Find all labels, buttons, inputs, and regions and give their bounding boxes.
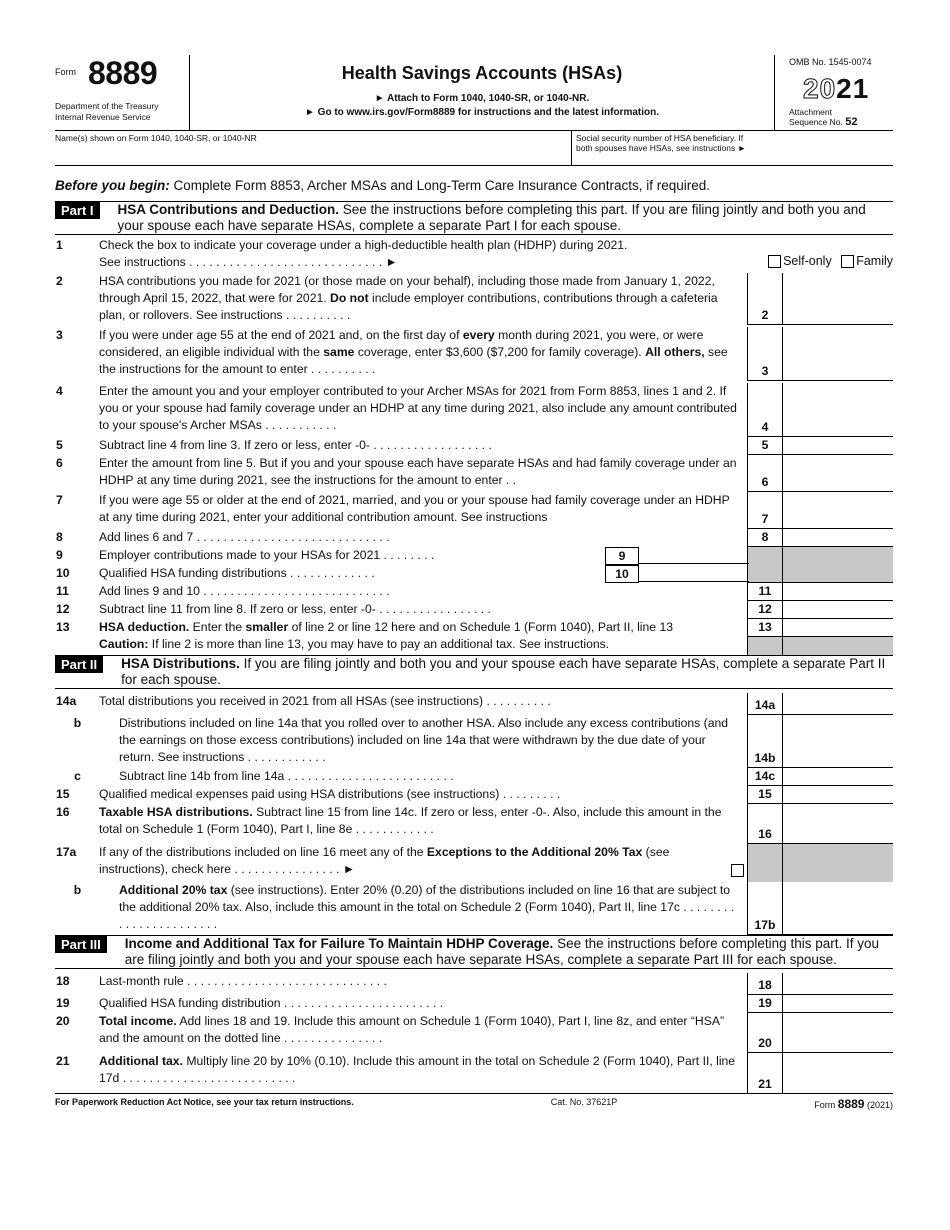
line-number: 13 xyxy=(56,620,70,634)
line-box: 12 xyxy=(747,601,783,619)
names-label: Name(s) shown on Form 1040, 1040-SR, or 1040-NR xyxy=(55,133,257,143)
catalog-number: Cat. No. 37621P xyxy=(550,1097,618,1107)
name-ssn-row xyxy=(55,131,893,166)
line-11 xyxy=(55,583,893,601)
line-20 xyxy=(55,1013,893,1053)
form-title: Health Savings Accounts (HSAs) xyxy=(341,63,623,83)
line-desc xyxy=(99,619,747,655)
footer-form-id xyxy=(814,1097,893,1111)
bold: same xyxy=(323,345,355,360)
family-label: Family xyxy=(856,254,893,268)
line21-amount[interactable] xyxy=(783,1053,893,1093)
line16-amount[interactable] xyxy=(783,804,893,844)
irs-name: Internal Revenue Service xyxy=(55,112,151,122)
line-box: 14b xyxy=(747,715,783,768)
form-number: 8889 xyxy=(88,55,158,91)
part3-title: Income and Additional Tax for Failure To Maintain HDHP Coverage. xyxy=(124,936,554,951)
line-desc xyxy=(99,1053,747,1093)
line-21 xyxy=(55,1053,893,1093)
attach-note: ► Attach to Form 1040, 1040-SR, or 1040-NR. xyxy=(374,93,590,104)
part3-text xyxy=(125,936,893,968)
line-8 xyxy=(55,529,893,547)
line-4 xyxy=(55,381,893,437)
line-number: 15 xyxy=(56,787,70,801)
bold: Additional 20% tax xyxy=(119,883,228,897)
sequence-label: Sequence No. xyxy=(789,117,843,127)
form-footer xyxy=(55,1093,893,1111)
line-box: 20 xyxy=(747,1013,783,1053)
line-desc: Enter the amount you and your employer contributed to your Archer MSAs for 2021 from Form 8853, lines 1 and 2. If you or your spouse had family coverage under an HDHP at any time during 2021, also include any amount contributed to your spouse's Archer MSAs . . . . . . . . . . . xyxy=(99,384,737,433)
part2-label: Part II xyxy=(55,656,103,673)
line-16 xyxy=(55,804,893,844)
line9-amount[interactable] xyxy=(639,547,749,564)
line-number: 14a xyxy=(56,694,77,708)
line8-amount[interactable] xyxy=(783,529,893,547)
bold: every xyxy=(462,328,495,342)
bold: HSA deduction. xyxy=(99,620,190,634)
line-box: 6 xyxy=(747,455,783,492)
line12-amount[interactable] xyxy=(783,601,893,619)
exception-checkbox[interactable] xyxy=(731,864,744,877)
part1-label: Part I xyxy=(55,202,100,219)
line-number: 3 xyxy=(56,328,63,342)
line-desc: Distributions included on line 14a that you rolled over to another HSA. Also include any excess contributions (and the earnings on those excess contributions) included on line 14a that were withdrawn by the due date of your return. See instructions . . . . . . . . . . . . xyxy=(119,716,729,765)
line-box: 10 xyxy=(605,565,639,583)
line-box: 14a xyxy=(747,693,783,715)
line19-amount[interactable] xyxy=(783,995,893,1013)
line-box: 13 xyxy=(747,619,783,637)
shaded-amount xyxy=(783,637,893,655)
line14c-amount[interactable] xyxy=(783,768,893,786)
text: include employer contributions, contributions through a cafeteria plan, or rollovers. See instructions . . . . . . . . . . xyxy=(99,291,718,323)
shaded-box xyxy=(747,547,783,565)
omb-number: OMB No. 1545-0074 xyxy=(789,57,872,67)
line-box: 19 xyxy=(747,995,783,1013)
part3-desc: See the instructions before completing this part. If you are filing jointly and both you and your spouse each have separate HSAs, complete a separate Part III for each spouse. xyxy=(124,936,879,967)
line-number: 18 xyxy=(56,974,70,988)
line-1 xyxy=(55,235,893,273)
bold: smaller xyxy=(245,620,289,634)
line-number: 7 xyxy=(56,493,63,507)
line-6 xyxy=(55,455,893,492)
omb-block xyxy=(774,55,893,130)
agency-block xyxy=(55,101,158,123)
shaded-amount xyxy=(783,547,893,565)
line-number: 2 xyxy=(56,274,63,288)
ssn-field[interactable] xyxy=(571,131,760,165)
attachment-seq xyxy=(789,107,858,127)
title-block xyxy=(190,55,774,130)
line-desc: Add lines 6 and 7 . . . . . . . . . . . . . . . . . . . . . . . . . . . . . xyxy=(99,530,390,544)
line-desc: Total distributions you received in 2021 from all HSAs (see instructions) . . . . . . . . . . xyxy=(99,694,551,708)
bold: All others, xyxy=(645,345,705,360)
line-number: 8 xyxy=(56,530,63,544)
line-number: 4 xyxy=(56,384,63,398)
line6-amount[interactable] xyxy=(783,455,893,492)
line-14c xyxy=(55,768,893,786)
line-desc xyxy=(99,327,747,381)
line-number: 9 xyxy=(56,548,63,562)
form-word: Form xyxy=(55,67,76,77)
line-box: 4 xyxy=(747,383,783,437)
footer-form-number: 8889 xyxy=(837,1097,865,1111)
line-number: 19 xyxy=(56,996,70,1010)
bold: Additional tax. xyxy=(99,1054,183,1068)
line-19 xyxy=(55,995,893,1013)
line-box: 15 xyxy=(747,786,783,804)
line-12 xyxy=(55,601,893,619)
part3-header xyxy=(55,935,893,969)
line-number: 11 xyxy=(56,584,69,598)
line15-amount[interactable] xyxy=(783,786,893,804)
line-3 xyxy=(55,325,893,381)
line-number: 16 xyxy=(56,805,70,819)
ssn-label: Social security number of HSA beneficiary. If both spouses have HSAs, see instructions ► xyxy=(576,133,746,153)
line-number: 12 xyxy=(56,602,70,616)
part2-header xyxy=(55,655,893,689)
text: Enter the xyxy=(189,620,246,634)
text: If line 2 is more than line 13, you may have to pay an additional tax. See instructions. xyxy=(148,637,610,652)
line-box: 5 xyxy=(747,437,783,455)
dept-name: Department of the Treasury xyxy=(55,101,159,111)
line-13 xyxy=(55,619,893,655)
paperwork-notice: For Paperwork Reduction Act Notice, see your tax return instructions. xyxy=(55,1097,354,1107)
coverage-options xyxy=(762,253,893,270)
line17b-amount[interactable] xyxy=(783,882,893,935)
line-7 xyxy=(55,492,893,529)
shaded-box xyxy=(747,565,783,583)
text: of line 2 or line 12 here and on Schedule 1 (Form 1040), Part II, line 13 xyxy=(288,620,674,634)
line-box: 7 xyxy=(747,492,783,529)
text: Multiply line 20 by 10% (0.10). Include this amount in the total on Schedule 2 (Form 1040), Part II, line 17d . . . . . . . . . . . . . . . . . . . . . . . . . . xyxy=(99,1054,736,1086)
line-box: 17b xyxy=(747,882,783,935)
line-box: 11 xyxy=(747,583,783,601)
bold: Caution: xyxy=(99,637,149,652)
line-number: 10 xyxy=(56,566,70,580)
line-15 xyxy=(55,786,893,804)
bold: Exceptions to the Additional 20% Tax xyxy=(426,845,643,859)
line-desc xyxy=(99,273,747,325)
part1-header xyxy=(55,201,893,235)
line-box: 21 xyxy=(747,1053,783,1093)
line-desc: Subtract line 4 from line 3. If zero or less, enter -0- . . . . . . . . . . . . . . . . . . xyxy=(99,438,492,452)
line-desc xyxy=(119,882,747,935)
line-5 xyxy=(55,437,893,455)
form-8889 xyxy=(55,55,893,1111)
line-box: 3 xyxy=(747,327,783,381)
line10-amount[interactable] xyxy=(639,565,749,582)
line-desc: Qualified HSA funding distributions . . . . . . . . . . . . . xyxy=(99,566,375,580)
line-17b xyxy=(55,882,893,935)
line14b-amount[interactable] xyxy=(783,715,893,768)
bold: Taxable HSA distributions. xyxy=(99,805,253,819)
line11-amount[interactable] xyxy=(783,583,893,601)
text: (see instructions). Enter 20% (0.20) of the distributions included on line 16 that are subject to the additional 20% tax. Also, include this amount in the total on Schedule 2 (Form 1040), Part II, line 17c . . . . . . . . . . . . . . . . . . . . . . . xyxy=(119,883,735,932)
line-desc xyxy=(99,804,747,844)
text: HSA contributions you made for 2021 (or those made on your behalf), including those made from January 1, 2022, through April 15, 2022, that were for 2021. xyxy=(99,274,715,306)
line-2 xyxy=(55,273,893,325)
line3-amount[interactable] xyxy=(783,327,893,381)
line-box: 16 xyxy=(747,804,783,844)
footer-year: (2021) xyxy=(866,1100,893,1110)
line-desc: Add lines 9 and 10 . . . . . . . . . . . . . . . . . . . . . . . . . . . . xyxy=(99,584,390,598)
line-14a xyxy=(55,689,893,715)
line7-amount[interactable] xyxy=(783,492,893,529)
line-number: b xyxy=(73,716,82,730)
line-desc xyxy=(99,844,747,882)
text: If you were under age 55 at the end of 2021 and, on the first day of xyxy=(99,328,463,342)
text: Subtract line 15 from line 14c. If zero or less, enter -0-. Also, include this amount in the total on Schedule 1 (Form 1040), Part I, line 8e . . . . . . . . . . . . xyxy=(99,805,722,837)
text: Add lines 18 and 19. Include this amount on Schedule 1 (Form 1040), Part I, line 8z, and enter “HSA” and the amount on the dotted line . . . . . . . . . . . . . . . xyxy=(99,1014,725,1046)
line-desc: Qualified HSA funding distribution . . . . . . . . . . . . . . . . . . . . . . . . xyxy=(99,996,444,1010)
line4-amount[interactable] xyxy=(783,383,893,437)
line-box: 2 xyxy=(747,273,783,325)
line-14b xyxy=(55,715,893,768)
line5-amount[interactable] xyxy=(783,437,893,455)
part1-title: HSA Contributions and Deduction. xyxy=(117,202,339,217)
part2-text xyxy=(121,656,893,688)
form-header xyxy=(55,55,893,131)
line-number: 20 xyxy=(56,1014,70,1028)
bold: Do not xyxy=(330,291,369,306)
line-number: 5 xyxy=(56,438,63,452)
line-desc: Last-month rule . . . . . . . . . . . . . . . . . . . . . . . . . . . . . . xyxy=(99,974,387,988)
family-checkbox[interactable] xyxy=(841,255,854,268)
line-18 xyxy=(55,969,893,995)
line-box: 9 xyxy=(605,547,639,565)
line-desc: Subtract line 11 from line 8. If zero or less, enter -0- . . . . . . . . . . . . . . . . . xyxy=(99,602,491,616)
form-id-block xyxy=(55,55,190,130)
line2-amount[interactable] xyxy=(783,273,893,325)
before-bold: Before you begin: xyxy=(55,178,170,193)
bold: Total income. xyxy=(99,1014,177,1028)
shaded-amount xyxy=(783,565,893,583)
line-box: 14c xyxy=(747,768,783,786)
year-outline: 20 xyxy=(803,73,837,104)
line-desc: Subtract line 14b from line 14a . . . . . . . . . . . . . . . . . . . . . . . . . xyxy=(119,769,454,783)
attachment-label: Attachment xyxy=(789,107,832,117)
shaded-box xyxy=(747,637,783,655)
line-box: 18 xyxy=(747,973,783,995)
line13-amount[interactable] xyxy=(783,619,893,637)
line-desc: Qualified medical expenses paid using HSA distributions (see instructions) . . . . . . . . . xyxy=(99,787,561,801)
text: coverage, enter $3,600 ($7,200 for family coverage). xyxy=(354,345,646,360)
part1-text xyxy=(118,202,893,234)
names-field[interactable] xyxy=(55,131,571,165)
instructions-block xyxy=(190,92,774,120)
line-desc: Employer contributions made to your HSAs for 2021 . . . . . . . . xyxy=(99,548,435,562)
part1-desc: See the instructions before completing this part. If you are filing jointly and both you and your spouse each have separate HSAs, complete a separate Part I for each spouse. xyxy=(117,202,866,233)
line14a-amount[interactable] xyxy=(783,693,893,715)
line-number: 17a xyxy=(56,845,77,859)
line13-boxes xyxy=(747,619,893,655)
line20-amount[interactable] xyxy=(783,1013,893,1053)
year-bold: 21 xyxy=(836,73,870,104)
part2-title: HSA Distributions. xyxy=(121,656,240,671)
before-you-begin xyxy=(55,178,893,193)
line1-text-b: See instructions . . . . . . . . . . . . . . . . . . . . . . . . . . . . . ► xyxy=(99,255,398,270)
line-number: c xyxy=(74,769,81,783)
text: (see instructions), check here . . . . . . . . . . . . . . . . ► xyxy=(99,845,670,877)
text: month during 2021, you were, or were considered, an eligible individual with the xyxy=(99,328,704,360)
line-number: 6 xyxy=(56,456,63,470)
tax-year xyxy=(803,73,869,105)
line-desc: Enter the amount from line 5. But if you and your spouse each have separate HSAs and had family coverage under an HDHP at any time during 2021, see the instructions for the amount to enter . . xyxy=(99,456,737,488)
line1-text-a: Check the box to indicate your coverage under a high-deductible health plan (HDHP) during 2021. xyxy=(99,238,628,252)
line-10 xyxy=(55,565,893,583)
line18-amount[interactable] xyxy=(783,973,893,995)
line-number: b xyxy=(73,883,82,897)
line-desc: If you were age 55 or older at the end of 2021, married, and you or your spouse had family coverage under an HDHP at any time during 2021, enter your additional contribution amount. See instructions xyxy=(99,493,730,525)
shaded-box xyxy=(747,844,783,882)
shaded-amount xyxy=(783,844,893,882)
text: If any of the distributions included on line 16 meet any of the xyxy=(99,845,427,859)
part2-desc: If you are filing jointly and both you and your spouse each have separate HSAs, complete a separate Part II for each spouse. xyxy=(121,656,886,687)
line-9 xyxy=(55,547,893,565)
line-desc xyxy=(99,1013,747,1053)
self-only-label: Self-only xyxy=(783,254,832,268)
line-17a xyxy=(55,844,893,882)
text: see the instructions for the amount to enter . . . . . . . . . . xyxy=(99,345,728,377)
line-number: 21 xyxy=(56,1054,70,1068)
footer-form-word: Form xyxy=(814,1100,836,1110)
part3-label: Part III xyxy=(55,936,107,953)
sequence-number: 52 xyxy=(845,116,858,128)
goto-note: ► Go to www.irs.gov/Form8889 for instructions and the latest information. xyxy=(304,107,659,118)
self-only-checkbox[interactable] xyxy=(768,255,781,268)
before-text: Complete Form 8853, Archer MSAs and Long-Term Care Insurance Contracts, if required. xyxy=(169,178,711,193)
line-box: 8 xyxy=(747,529,783,547)
line-number: 1 xyxy=(56,238,63,252)
